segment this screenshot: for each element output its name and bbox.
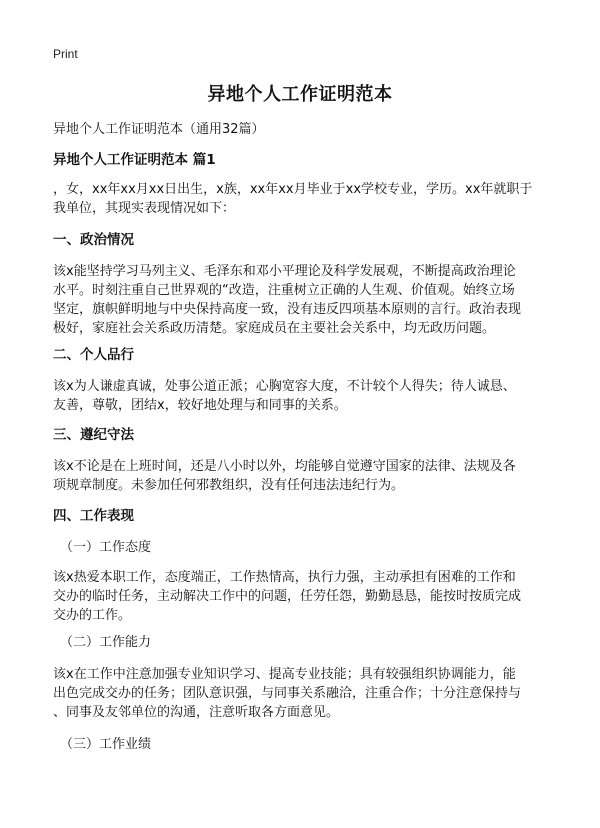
section-heading-discipline: 三、遵纪守法 <box>53 427 134 443</box>
intro-line: ，女，xx年xx月xx日出生，x族，xx年xx月毕业于xx学校专业，学历。xx年就职于 <box>53 182 533 197</box>
section-heading-conduct: 二、个人品行 <box>53 347 134 363</box>
subsection-heading-ability: （二）工作能力 <box>60 635 152 650</box>
paragraph-line: 坚定，旗帜鲜明地与中央保持高度一致，没有违反四项基本原则的言行。政治表现 <box>53 302 522 317</box>
paragraph-line: 交办的工作。 <box>53 608 132 623</box>
section-heading-politics: 一、政治情况 <box>53 232 134 248</box>
paragraph-line: 该x不论是在上班时间，还是八小时以外，均能够自觉遵守国家的法律、法规及各 <box>53 459 516 474</box>
paragraph-line: 出色完成交办的任务；团队意识强，与同事关系融洽，注重合作；十分注意保持与 <box>53 686 522 701</box>
paragraph-line: 交办的临时任务，主动解决工作中的问题，任劳任怨，勤勤恳恳，能按时按质完成 <box>53 589 522 604</box>
paragraph-line: 项规章制度。未参加任何邪教组织，没有任何违法违纪行为。 <box>53 478 405 493</box>
paragraph-line: 该x热爱本职工作，态度端正，工作热情高，执行力强，主动承担有困难的工作和 <box>53 570 516 585</box>
page-title: 异地个人工作证明范本 <box>207 84 393 105</box>
section-heading-performance: 四、工作表现 <box>53 508 134 524</box>
paragraph-line: 友善，尊敬，团结x，较好地处理与和同事的关系。 <box>53 398 347 413</box>
paragraph-line: 水平。时刻注重自己世界观的“改造，注重树立正确的人生观、价值观。始终立场 <box>53 283 515 298</box>
subsection-heading-results: （三）工作业绩 <box>60 737 152 752</box>
subsection-heading-attitude: （一）工作态度 <box>60 540 152 555</box>
document-subtitle: 异地个人工作证明范本（通用32篇） <box>53 122 265 137</box>
intro-line: 我单位，其现实表现情况如下： <box>53 201 236 216</box>
print-label: Print <box>53 47 78 61</box>
paragraph-line: 极好，家庭社会关系政历清楚。家庭成员在主要社会关系中，均无政历问题。 <box>53 321 496 336</box>
article-title: 异地个人工作证明范本 篇1 <box>53 152 216 168</box>
paragraph-line: 、同事及友邻单位的沟通，注意听取各方面意见。 <box>53 705 340 720</box>
paragraph-line: 该x能坚持学习马列主义、毛泽东和邓小平理论及科学发展观，不断提高政治理论 <box>53 264 516 279</box>
paragraph-line: 该x在工作中注意加强专业知识学习、提高专业技能；具有较强组织协调能力，能 <box>53 667 516 682</box>
paragraph-line: 该x为人谦虚真诚，处事公道正派；心胸宽容大度，不计较个人得失；待人诚恳、 <box>53 379 516 394</box>
